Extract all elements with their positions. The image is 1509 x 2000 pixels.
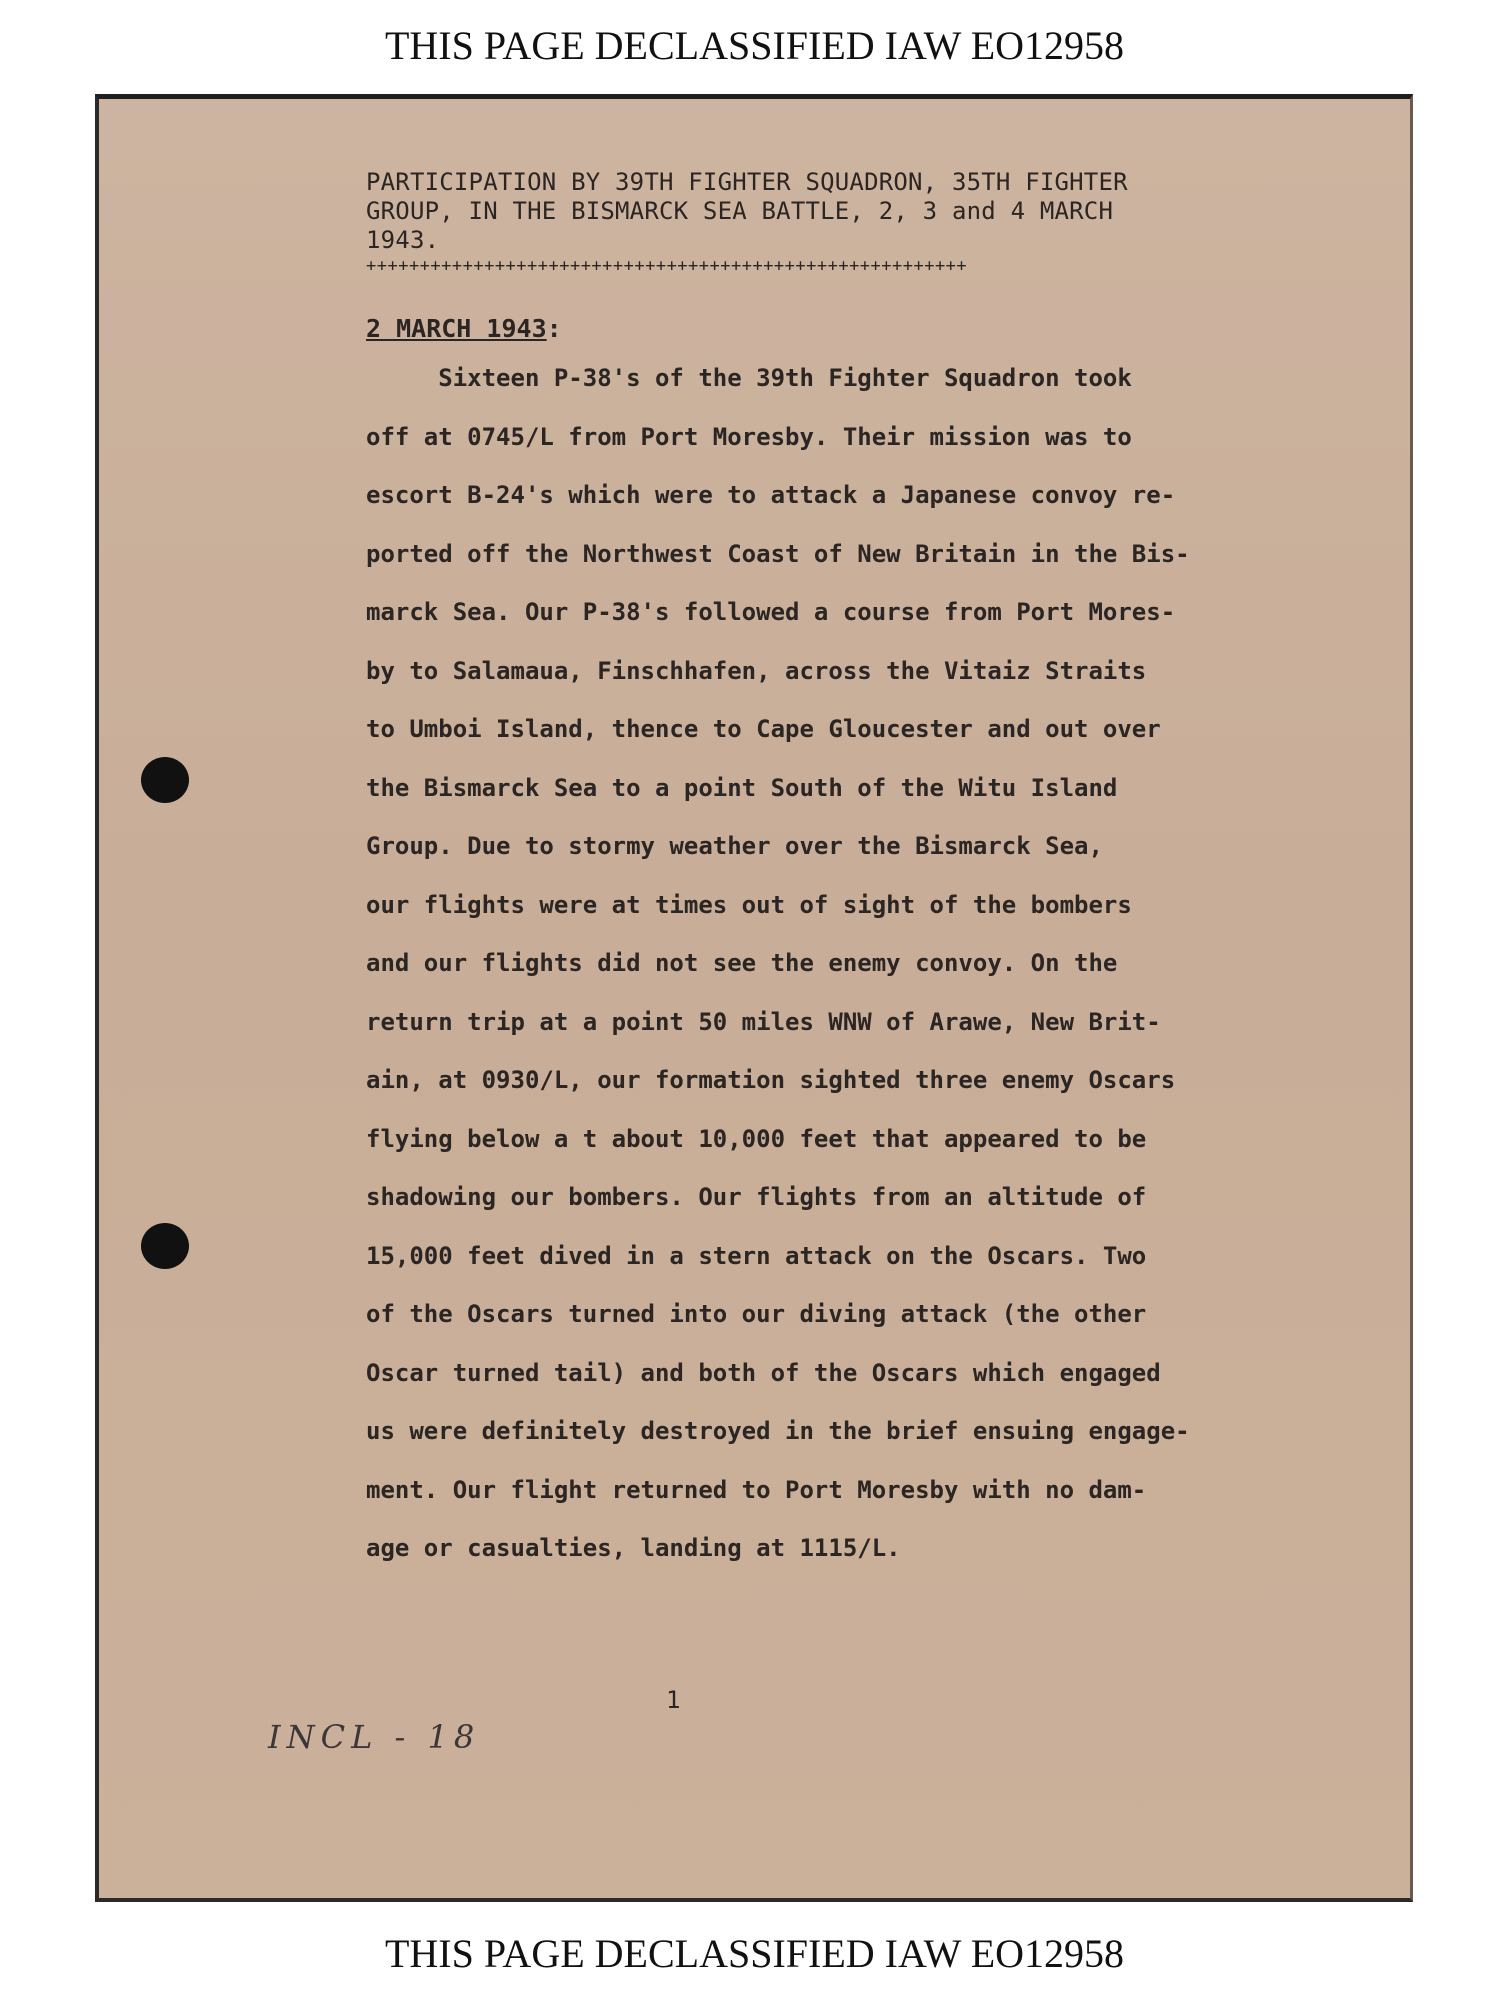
title-line: PARTICIPATION BY 39TH FIGHTER SQUADRON, 35TH FIGHTER bbox=[366, 168, 1128, 196]
body-line: of the Oscars turned into our diving attack (the other bbox=[366, 1300, 1147, 1328]
body-line: off at 0745/L from Port Moresby. Their mission was to bbox=[366, 422, 1132, 451]
document-title bbox=[366, 168, 1266, 255]
title-line: 1943. bbox=[366, 226, 440, 254]
body-line: and our flights did not see the enemy convoy. On the bbox=[366, 949, 1118, 977]
body-line: to Umboi Island, thence to Cape Gloucester and out over bbox=[366, 715, 1161, 743]
date-heading bbox=[366, 314, 562, 343]
body-line: the Bismarck Sea to a point South of the Witu Island bbox=[366, 773, 1118, 802]
body-line: shadowing our bombers. Our flights from an altitude of bbox=[366, 1183, 1147, 1211]
body-line: ported off the Northwest Coast of New Britain in the Bis- bbox=[366, 539, 1190, 568]
date-heading-colon: : bbox=[546, 314, 562, 343]
page-number: 1 bbox=[666, 1686, 681, 1714]
body-line: Sixteen P-38's of the 39th Fighter Squadron took bbox=[366, 364, 1132, 392]
body-line: ain, at 0930/L, our formation sighted three enemy Oscars bbox=[366, 1066, 1176, 1094]
body-line: by to Salamaua, Finschhafen, across the Vitaiz Straits bbox=[366, 656, 1147, 685]
punch-hole bbox=[141, 1223, 189, 1269]
body-line: marck Sea. Our P-38's followed a course from Port Mores- bbox=[366, 598, 1176, 626]
title-line: GROUP, IN THE BISMARCK SEA BATTLE, 2, 3 and 4 MARCH bbox=[366, 197, 1114, 225]
body-line: return trip at a point 50 miles WNW of Arawe, New Brit- bbox=[366, 1007, 1161, 1036]
body-line: escort B-24's which were to attack a Japanese convoy re- bbox=[366, 481, 1176, 509]
body-line: ment. Our flight returned to Port Moresby with no dam- bbox=[366, 1475, 1147, 1504]
body-text bbox=[366, 362, 1326, 1591]
body-line: 15,000 feet dived in a stern attack on the Oscars. Two bbox=[366, 1241, 1147, 1270]
body-line: Group. Due to stormy weather over the Bismarck Sea, bbox=[366, 832, 1103, 860]
punch-hole bbox=[141, 757, 189, 803]
body-line: Oscar turned tail) and both of the Oscars which engaged bbox=[366, 1358, 1161, 1387]
body-line: age or casualties, landing at 1115/L. bbox=[366, 1534, 901, 1562]
body-line: our flights were at times out of sight of the bombers bbox=[366, 890, 1132, 919]
body-line: us were definitely destroyed in the brief ensuing engage- bbox=[366, 1417, 1190, 1445]
plus-separator: ++++++++++++++++++++++++++++++++++++++++++++++++++++++++ bbox=[366, 256, 968, 276]
date-heading-text: 2 MARCH 1943 bbox=[366, 314, 547, 343]
body-line: flying below a t about 10,000 feet that appeared to be bbox=[366, 1124, 1147, 1153]
declassification-banner-bottom: THIS PAGE DECLASSIFIED IAW EO12958 bbox=[384, 1931, 1125, 1976]
handwritten-note: INCL - 18 bbox=[268, 1718, 481, 1756]
declassification-banner-top: THIS PAGE DECLASSIFIED IAW EO12958 bbox=[384, 23, 1125, 68]
